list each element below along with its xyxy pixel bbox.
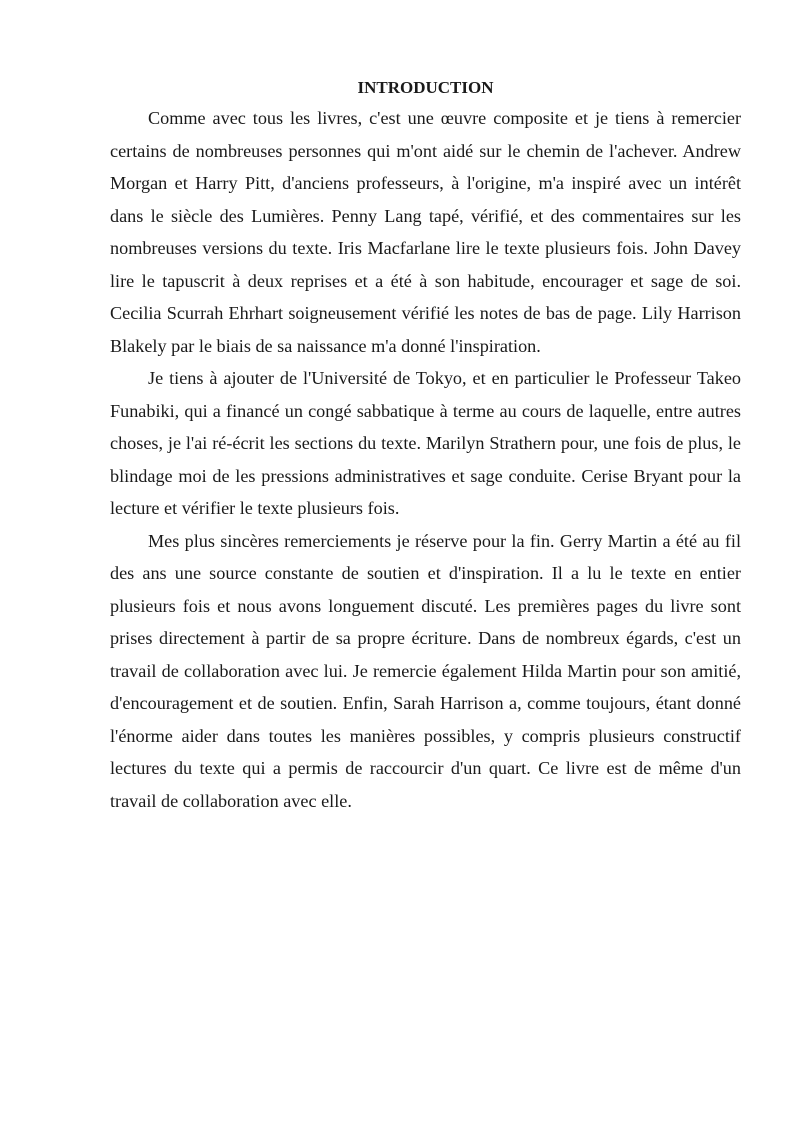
- paragraph-1: Comme avec tous les livres, c'est une œuvre composite et je tiens à remercier certains de nombreuses personnes qui m'ont aidé sur le chemin de l'achever. Andrew Morgan et Harry Pitt, d'anciens professeurs, à l'origine, m'a inspiré avec un intérêt dans le siècle des Lumières. Penny Lang tapé, vérifié, et des commentaires sur les nombreuses versions du texte. Iris Macfarlane lire le texte plusieurs fois. John Davey lire le tapuscrit à deux reprises et a été à son habitude, encourager et sage de soi. Cecilia Scurrah Ehrhart soigneusement vérifié les notes de bas de page. Lily Harrison Blakely par le biais de sa naissance m'a donné l'inspiration.: [110, 108, 741, 356]
- page-title: INTRODUCTION: [357, 78, 494, 97]
- paragraph-2: Je tiens à ajouter de l'Université de Tokyo, et en particulier le Professeur Takeo Funabiki, qui a financé un congé sabbatique à terme au cours de laquelle, entre autres choses, je l'ai ré-écrit les sections du texte. Marilyn Strathern pour, une fois de plus, le blindage moi de les pressions administratives et sage conduite. Cerise Bryant pour la lecture et vérifier le texte plusieurs fois.: [110, 368, 741, 518]
- paragraph-3: Mes plus sincères remerciements je réserve pour la fin. Gerry Martin a été au fil des ans une source constante de soutien et d'inspiration. Il a lu le texte en entier plusieurs fois et nous avons longuement discuté. Les premières pages du livre sont prises directement à partir de sa propre écriture. Dans de nombreux égards, c'est un travail de collaboration avec lui. Je remercie également Hilda Martin pour son amitié, d'encouragement et de soutien. Enfin, Sarah Harrison a, comme toujours, étant donné l'énorme aider dans toutes les manières possibles, y compris plusieurs constructif lectures du texte qui a permis de raccourcir d'un quart. Ce livre est de même d'un travail de collaboration avec elle.: [110, 530, 741, 811]
- page-content: [110, 74, 741, 817]
